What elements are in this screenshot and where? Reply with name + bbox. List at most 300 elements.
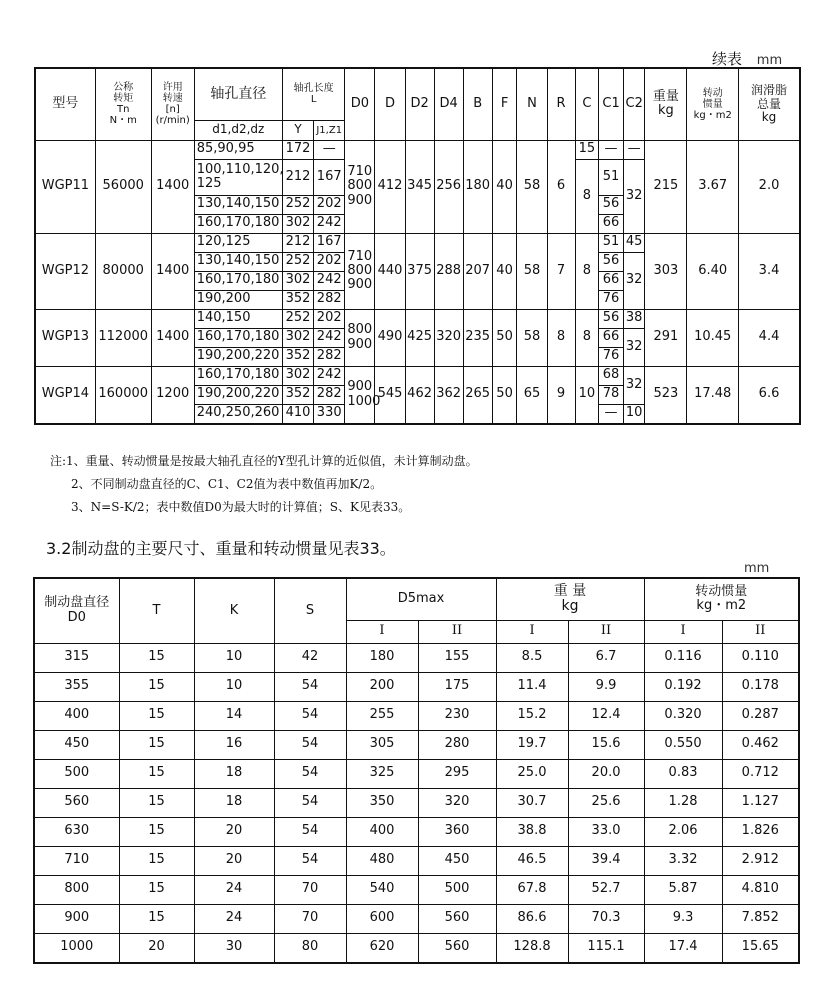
j-cell: 242 [314,271,345,290]
table-cell: 155 [418,643,496,672]
table-cell: 450 [418,846,496,875]
speed-l2: 转速 [162,93,183,105]
table-cell: 480 [346,846,418,875]
D-cell: 545 [375,366,405,424]
torque-l2: 转矩 [113,93,134,105]
table-cell: 325 [346,759,418,788]
table-cell: 9.3 [644,904,722,933]
grease-cell: 6.6 [739,366,800,424]
table-cell: 230 [418,701,496,730]
table-cell: 18 [194,788,274,817]
table-cell: 320 [418,788,496,817]
table-cell: 30 [194,933,274,963]
table-cell: 9.9 [568,672,644,701]
torque-l3: Tn [116,104,130,116]
header-F: F [492,68,517,140]
N-cell: 58 [517,233,547,309]
t2-weight-l1: 重 量 [553,582,587,599]
continued-text: 续表 [712,50,743,68]
weight-cell: 215 [645,140,687,233]
grease-cell: 3.4 [739,233,800,309]
table-cell: 0.83 [644,759,722,788]
table-cell: 500 [418,875,496,904]
table-cell: 24 [194,904,274,933]
table-cell: 6.7 [568,643,644,672]
speed-l1: 许用 [162,82,183,94]
table-cell: 33.0 [568,817,644,846]
table-cell: 0.110 [722,643,799,672]
table-row [34,846,799,875]
N-cell: 58 [517,140,547,233]
inertia-cell: 17.48 [687,366,739,424]
D0-cell: 900 1000 [345,366,375,424]
table-cell: 8.5 [496,643,568,672]
table-cell: 20 [119,933,194,963]
table-row [35,366,800,385]
table-row [34,817,799,846]
table-cell: 20 [194,846,274,875]
F-cell: 50 [492,309,517,366]
speed-cell: 1200 [151,366,194,424]
C1-cell: 66 [599,328,624,347]
table-row [34,759,799,788]
bore-length-l2: L [310,94,317,106]
C1-cell: 76 [599,290,624,309]
table-cell: 86.6 [496,904,568,933]
grease-l2: 总量 [757,96,782,111]
table-cell: 1.127 [722,788,799,817]
table-cell: 54 [274,788,346,817]
C1-cell: — [599,404,624,424]
bore-length-l1: 轴孔长度 [293,83,334,95]
C1-cell: 56 [599,309,624,328]
table-cell: 180 [346,643,418,672]
C1-cell: — [599,140,624,159]
y-cell: 212 [282,159,313,195]
table-cell: 16 [194,730,274,759]
j-cell: 282 [314,385,345,404]
y-cell: 410 [282,404,313,424]
F-cell: 40 [492,140,517,233]
D-cell: 490 [375,309,405,366]
header-S: S [274,578,346,643]
C1-cell: 56 [599,195,624,214]
table-cell: 350 [346,788,418,817]
header-bore-diameter-sub: d1,d2,dz [194,120,282,140]
F-cell: 50 [492,366,517,424]
table-cell: 54 [274,701,346,730]
table-cell: 2.06 [644,817,722,846]
y-cell: 212 [282,233,313,252]
table-cell: 10 [194,643,274,672]
note-2: 2、不同制动盘直径的C、C1、C2值为表中数值再加K/2。 [71,477,383,491]
table-cell: 20.0 [568,759,644,788]
sub-header: I [644,620,722,643]
table-cell: 24 [194,875,274,904]
F-cell: 40 [492,233,517,309]
table1-unit: mm [756,53,783,68]
table-cell: 15.6 [568,730,644,759]
note-1: 注:1、重量、转动惯量是按最大轴孔直径的Y型孔计算的近似值，未计算制动盘。 [50,454,478,468]
table-cell: 39.4 [568,846,644,875]
y-cell: 352 [282,347,313,366]
grease-cell: 4.4 [739,309,800,366]
C2-cell: — [623,140,645,159]
D0-cell: 800 900 [345,309,375,366]
model-cell: WGP14 [35,366,95,424]
note-3: 3、N=S-K/2；表中数值D0为最大时的计算值；S、K见表33。 [71,500,411,514]
header-bore-length-j: J1,Z1 [314,120,345,140]
bore-cell: 140,150 [194,309,282,328]
speed-cell: 1400 [151,233,194,309]
table2-unit: mm [744,561,770,576]
j-cell: — [314,140,345,159]
y-cell: 302 [282,366,313,385]
table-cell: 315 [34,643,119,672]
table-cell: 4.810 [722,875,799,904]
inertia-l2: 惯量 [702,98,723,110]
table-row [35,140,800,159]
table-cell: 67.8 [496,875,568,904]
table-cell: 560 [34,788,119,817]
header-C1: C1 [599,68,624,140]
table-cell: 15 [119,875,194,904]
j-cell: 242 [314,366,345,385]
table-cell: 0.550 [644,730,722,759]
table-row [34,701,799,730]
table-cell: 25.6 [568,788,644,817]
table-row [35,309,800,328]
table-cell: 70 [274,875,346,904]
table-cell: 400 [346,817,418,846]
table-cell: 54 [274,730,346,759]
y-cell: 352 [282,385,313,404]
table-cell: 52.7 [568,875,644,904]
model-cell: WGP13 [35,309,95,366]
table-cell: 560 [418,904,496,933]
table-cell: 620 [346,933,418,963]
table-cell: 15 [119,759,194,788]
table-row [34,643,799,672]
j-cell: 242 [314,214,345,233]
coupling-spec-table [34,67,801,425]
disc-l1: 制动盘直径 [44,595,110,611]
table-cell: 400 [34,701,119,730]
j-cell: 202 [314,309,345,328]
j-cell: 202 [314,195,345,214]
table-cell: 540 [346,875,418,904]
D2-cell: 375 [405,233,434,309]
N-cell: 58 [517,309,547,366]
y-cell: 252 [282,195,313,214]
table-cell: 54 [274,846,346,875]
header-T: T [119,578,194,643]
table2-header-row-1 [34,578,799,620]
header-inertia [644,578,799,620]
table-cell: 280 [418,730,496,759]
table-cell: 7.852 [722,904,799,933]
y-cell: 352 [282,290,313,309]
header-inertia [687,68,739,140]
table-cell: 295 [418,759,496,788]
table-cell: 3.32 [644,846,722,875]
sub-header: I [346,620,418,643]
weight-cell: 303 [645,233,687,309]
weight-l2: kg [658,103,674,119]
R-cell: 9 [547,366,575,424]
table-cell: 0.712 [722,759,799,788]
table-cell: 1.28 [644,788,722,817]
sub-header: II [722,620,799,643]
D-cell: 440 [375,233,405,309]
continued-label [712,48,782,69]
bore-cell: 190,200,220 [194,347,282,366]
table-cell: 128.8 [496,933,568,963]
C1-cell: 78 [599,385,624,404]
table-cell: 15 [119,846,194,875]
table-cell: 46.5 [496,846,568,875]
inertia-cell: 3.67 [687,140,739,233]
table-cell: 900 [34,904,119,933]
bore-cell: 240,250,260 [194,404,282,424]
table-cell: 70 [274,904,346,933]
table-cell: 360 [418,817,496,846]
N-cell: 65 [517,366,547,424]
header-D4: D4 [434,68,463,140]
D2-cell: 345 [405,140,434,233]
section-title: 3.2制动盘的主要尺寸、重量和转动惯量见表33。 [46,539,396,558]
table-cell: 18 [194,759,274,788]
table-cell: 54 [274,672,346,701]
table-cell: 450 [34,730,119,759]
grease-l3: kg [761,109,777,124]
R-cell: 8 [547,309,575,366]
header-weight [645,68,687,140]
D4-cell: 362 [434,366,463,424]
table-cell: 38.8 [496,817,568,846]
bore-cell: 160,170,180 [194,271,282,290]
table-cell: 30.7 [496,788,568,817]
C-cell: 8 [575,159,599,233]
R-cell: 7 [547,233,575,309]
bore-cell: 190,200,220 [194,385,282,404]
bore-cell: 190,200 [194,290,282,309]
y-cell: 172 [282,140,313,159]
table-cell: 0.462 [722,730,799,759]
D-cell: 412 [375,140,405,233]
j-cell: 282 [314,290,345,309]
table-cell: 25.0 [496,759,568,788]
table-cell: 42 [274,643,346,672]
table-cell: 5.87 [644,875,722,904]
D4-cell: 320 [434,309,463,366]
table-cell: 14 [194,701,274,730]
torque-cell: 160000 [95,366,151,424]
y-cell: 302 [282,271,313,290]
header-D0: D0 [345,68,375,140]
table-cell: 15 [119,643,194,672]
D2-cell: 425 [405,309,434,366]
D0-cell: 710 800 900 [345,140,375,233]
C1-cell: 51 [599,233,624,252]
torque-l1: 公称 [113,82,134,94]
C2-cell: 32 [623,366,645,404]
B-cell: 265 [463,366,492,424]
table-cell: 15.65 [722,933,799,963]
sub-header: II [418,620,496,643]
table-cell: 0.116 [644,643,722,672]
table2-body [34,643,799,963]
y-cell: 302 [282,214,313,233]
table-cell: 255 [346,701,418,730]
model-cell: WGP12 [35,233,95,309]
table-row [34,672,799,701]
header-C: C [575,68,599,140]
B-cell: 180 [463,140,492,233]
speed-cell: 1400 [151,309,194,366]
B-cell: 207 [463,233,492,309]
C1-cell: 76 [599,347,624,366]
C2-cell: 32 [623,328,645,366]
B-cell: 235 [463,309,492,366]
header-D: D [375,68,405,140]
C1-cell: 66 [599,271,624,290]
y-cell: 302 [282,328,313,347]
table-cell: 70.3 [568,904,644,933]
brake-disc-table [33,577,800,964]
table-cell: 1.826 [722,817,799,846]
header-K: K [194,578,274,643]
table-cell: 1000 [34,933,119,963]
model-cell: WGP11 [35,140,95,233]
bore-cell: 100,110,120, 125 [194,159,282,195]
j-cell: 167 [314,233,345,252]
header-dsmax: D5max [346,578,496,620]
header-speed [151,68,194,140]
header-weight [496,578,644,620]
speed-l3: [n] [165,104,180,116]
bore-cell: 160,170,180 [194,366,282,385]
table-cell: 20 [194,817,274,846]
C1-cell: 66 [599,214,624,233]
C2-cell: 45 [623,233,645,252]
header-N: N [517,68,547,140]
table-cell: 305 [346,730,418,759]
header-row-1 [35,68,800,120]
j-cell: 282 [314,347,345,366]
table-cell: 19.7 [496,730,568,759]
table-cell: 175 [418,672,496,701]
sub-header: II [568,620,644,643]
bore-cell: 160,170,180 [194,214,282,233]
bore-cell: 120,125 [194,233,282,252]
C2-cell: 10 [623,404,645,424]
table-cell: 0.178 [722,672,799,701]
C2-cell: 38 [623,309,645,328]
grease-l1: 润滑脂 [751,83,788,98]
table-cell: 0.287 [722,701,799,730]
t2-inertia-l1: 转动惯量 [695,583,748,599]
C1-cell: 56 [599,252,624,271]
torque-cell: 112000 [95,309,151,366]
grease-cell: 2.0 [739,140,800,233]
table-cell: 2.912 [722,846,799,875]
inertia-l1: 转动 [702,87,723,99]
D4-cell: 256 [434,140,463,233]
table-cell: 560 [418,933,496,963]
weight-cell: 291 [645,309,687,366]
inertia-l3: kg・m2 [693,109,732,121]
D2-cell: 462 [405,366,434,424]
bore-cell: 130,140,150 [194,195,282,214]
header-D2: D2 [405,68,434,140]
table-cell: 600 [346,904,418,933]
table-cell: 15 [119,701,194,730]
D4-cell: 288 [434,233,463,309]
header-bore-diameter: 轴孔直径 [194,68,282,120]
weight-cell: 523 [645,366,687,424]
table-cell: 200 [346,672,418,701]
t2-inertia-l2: kg・m2 [696,598,747,614]
table-cell: 630 [34,817,119,846]
C2-cell: 32 [623,159,645,233]
table-cell: 54 [274,759,346,788]
inertia-cell: 10.45 [687,309,739,366]
table-cell: 800 [34,875,119,904]
table-cell: 0.192 [644,672,722,701]
C2-cell: 32 [623,252,645,309]
j-cell: 242 [314,328,345,347]
table-row [34,933,799,963]
D0-cell: 710 800 900 [345,233,375,309]
header-torque [95,68,151,140]
inertia-cell: 6.40 [687,233,739,309]
bore-cell: 130,140,150 [194,252,282,271]
table-row [34,788,799,817]
table-cell: 54 [274,817,346,846]
C1-cell: 51 [599,159,624,195]
j-cell: 167 [314,159,345,195]
y-cell: 252 [282,252,313,271]
C-cell: 15 [575,140,599,159]
header-C2: C2 [623,68,645,140]
header-disc-diameter [34,578,119,643]
y-cell: 252 [282,309,313,328]
table-cell: 80 [274,933,346,963]
header-bore-length [282,68,344,120]
C-cell: 8 [575,233,599,309]
speed-l4: (r/min) [155,115,190,127]
table-cell: 15 [119,672,194,701]
table-cell: 15.2 [496,701,568,730]
disc-l2: D0 [67,609,86,625]
t2-weight-l2: kg [561,598,579,615]
table-cell: 115.1 [568,933,644,963]
table-cell: 15 [119,730,194,759]
header-B: B [463,68,492,140]
speed-cell: 1400 [151,140,194,233]
table-cell: 15 [119,817,194,846]
header-model: 型号 [35,68,95,140]
table-cell: 15 [119,788,194,817]
torque-cell: 80000 [95,233,151,309]
bore-cell: 85,90,95 [194,140,282,159]
table-cell: 0.320 [644,701,722,730]
table-cell: 11.4 [496,672,568,701]
table-row [34,730,799,759]
header-R: R [547,68,575,140]
table-cell: 500 [34,759,119,788]
